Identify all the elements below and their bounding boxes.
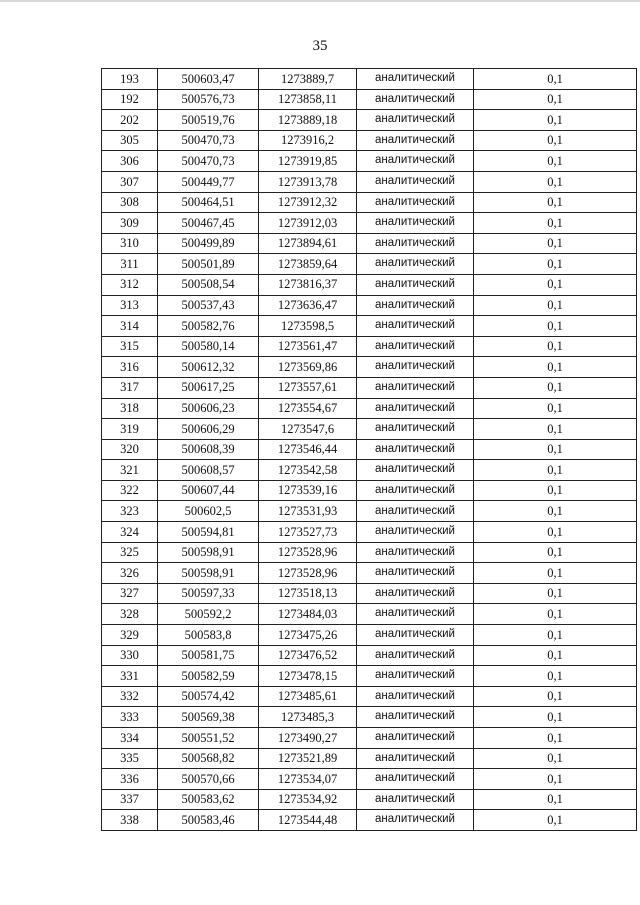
y-coordinate-cell: 1273561,47 <box>259 336 357 357</box>
page-top-edge <box>0 0 640 2</box>
method-cell: аналитический <box>357 728 474 749</box>
y-coordinate-cell: 1273569,86 <box>259 357 357 378</box>
point-number-cell: 193 <box>102 69 158 90</box>
x-coordinate-cell: 500598,91 <box>158 563 259 584</box>
x-coordinate-cell: 500581,75 <box>158 645 259 666</box>
accuracy-cell: 0,1 <box>474 707 637 728</box>
point-number-cell: 333 <box>102 707 158 728</box>
table-row <box>102 357 637 378</box>
method-cell: аналитический <box>357 707 474 728</box>
y-coordinate-cell: 1273598,5 <box>259 316 357 337</box>
x-coordinate-cell: 500606,29 <box>158 419 259 440</box>
method-cell: аналитический <box>357 789 474 810</box>
point-number-cell: 325 <box>102 542 158 563</box>
y-coordinate-cell: 1273539,16 <box>259 480 357 501</box>
table-row <box>102 645 637 666</box>
point-number-cell: 337 <box>102 789 158 810</box>
method-cell: аналитический <box>357 480 474 501</box>
accuracy-cell: 0,1 <box>474 542 637 563</box>
y-coordinate-cell: 1273919,85 <box>259 151 357 172</box>
point-number-cell: 315 <box>102 336 158 357</box>
table-row <box>102 439 637 460</box>
x-coordinate-cell: 500467,45 <box>158 213 259 234</box>
method-cell: аналитический <box>357 460 474 481</box>
x-coordinate-cell: 500508,54 <box>158 274 259 295</box>
table-row <box>102 419 637 440</box>
method-cell: аналитический <box>357 171 474 192</box>
method-cell: аналитический <box>357 295 474 316</box>
point-number-cell: 311 <box>102 254 158 275</box>
point-number-cell: 309 <box>102 213 158 234</box>
y-coordinate-cell: 1273546,44 <box>259 439 357 460</box>
table-row <box>102 542 637 563</box>
accuracy-cell: 0,1 <box>474 316 637 337</box>
accuracy-cell: 0,1 <box>474 522 637 543</box>
method-cell: аналитический <box>357 233 474 254</box>
x-coordinate-cell: 500449,77 <box>158 171 259 192</box>
y-coordinate-cell: 1273528,96 <box>259 542 357 563</box>
x-coordinate-cell: 500603,47 <box>158 69 259 90</box>
x-coordinate-cell: 500574,42 <box>158 686 259 707</box>
accuracy-cell: 0,1 <box>474 460 637 481</box>
point-number-cell: 321 <box>102 460 158 481</box>
table-row <box>102 130 637 151</box>
table-row <box>102 563 637 584</box>
table-row <box>102 789 637 810</box>
x-coordinate-cell: 500612,32 <box>158 357 259 378</box>
accuracy-cell: 0,1 <box>474 419 637 440</box>
method-cell: аналитический <box>357 769 474 790</box>
table-row <box>102 748 637 769</box>
accuracy-cell: 0,1 <box>474 151 637 172</box>
point-number-cell: 316 <box>102 357 158 378</box>
table-row <box>102 274 637 295</box>
x-coordinate-cell: 500598,91 <box>158 542 259 563</box>
accuracy-cell: 0,1 <box>474 583 637 604</box>
accuracy-cell: 0,1 <box>474 130 637 151</box>
table-row <box>102 233 637 254</box>
y-coordinate-cell: 1273531,93 <box>259 501 357 522</box>
method-cell: аналитический <box>357 274 474 295</box>
table-row <box>102 728 637 749</box>
point-number-cell: 314 <box>102 316 158 337</box>
y-coordinate-cell: 1273476,52 <box>259 645 357 666</box>
point-number-cell: 335 <box>102 748 158 769</box>
y-coordinate-cell: 1273527,73 <box>259 522 357 543</box>
accuracy-cell: 0,1 <box>474 398 637 419</box>
x-coordinate-cell: 500499,89 <box>158 233 259 254</box>
method-cell: аналитический <box>357 192 474 213</box>
table-row <box>102 666 637 687</box>
x-coordinate-cell: 500570,66 <box>158 769 259 790</box>
method-cell: аналитический <box>357 439 474 460</box>
accuracy-cell: 0,1 <box>474 769 637 790</box>
y-coordinate-cell: 1273534,07 <box>259 769 357 790</box>
x-coordinate-cell: 500470,73 <box>158 130 259 151</box>
point-number-cell: 312 <box>102 274 158 295</box>
x-coordinate-cell: 500551,52 <box>158 728 259 749</box>
table-row <box>102 583 637 604</box>
y-coordinate-cell: 1273913,78 <box>259 171 357 192</box>
y-coordinate-cell: 1273542,58 <box>259 460 357 481</box>
x-coordinate-cell: 500592,2 <box>158 604 259 625</box>
x-coordinate-cell: 500583,46 <box>158 810 259 831</box>
method-cell: аналитический <box>357 357 474 378</box>
y-coordinate-cell: 1273518,13 <box>259 583 357 604</box>
accuracy-cell: 0,1 <box>474 563 637 584</box>
method-cell: аналитический <box>357 542 474 563</box>
accuracy-cell: 0,1 <box>474 171 637 192</box>
table-row <box>102 295 637 316</box>
x-coordinate-cell: 500594,81 <box>158 522 259 543</box>
point-number-cell: 202 <box>102 110 158 131</box>
point-number-cell: 327 <box>102 583 158 604</box>
accuracy-cell: 0,1 <box>474 110 637 131</box>
point-number-cell: 317 <box>102 377 158 398</box>
table-row <box>102 316 637 337</box>
x-coordinate-cell: 500607,44 <box>158 480 259 501</box>
point-number-cell: 334 <box>102 728 158 749</box>
point-number-cell: 324 <box>102 522 158 543</box>
table-row <box>102 69 637 90</box>
table-row <box>102 89 637 110</box>
point-number-cell: 326 <box>102 563 158 584</box>
table-row <box>102 336 637 357</box>
y-coordinate-cell: 1273528,96 <box>259 563 357 584</box>
method-cell: аналитический <box>357 810 474 831</box>
table-row <box>102 151 637 172</box>
table-row <box>102 769 637 790</box>
x-coordinate-cell: 500569,38 <box>158 707 259 728</box>
table-row <box>102 460 637 481</box>
y-coordinate-cell: 1273858,11 <box>259 89 357 110</box>
x-coordinate-cell: 500464,51 <box>158 192 259 213</box>
table-row <box>102 522 637 543</box>
method-cell: аналитический <box>357 254 474 275</box>
table-row <box>102 110 637 131</box>
point-number-cell: 328 <box>102 604 158 625</box>
method-cell: аналитический <box>357 501 474 522</box>
method-cell: аналитический <box>357 377 474 398</box>
y-coordinate-cell: 1273554,67 <box>259 398 357 419</box>
table-row <box>102 213 637 234</box>
point-number-cell: 331 <box>102 666 158 687</box>
y-coordinate-cell: 1273521,89 <box>259 748 357 769</box>
point-number-cell: 305 <box>102 130 158 151</box>
point-number-cell: 332 <box>102 686 158 707</box>
accuracy-cell: 0,1 <box>474 233 637 254</box>
accuracy-cell: 0,1 <box>474 439 637 460</box>
point-number-cell: 338 <box>102 810 158 831</box>
table-row <box>102 398 637 419</box>
x-coordinate-cell: 500606,23 <box>158 398 259 419</box>
point-number-cell: 322 <box>102 480 158 501</box>
y-coordinate-cell: 1273912,32 <box>259 192 357 213</box>
method-cell: аналитический <box>357 151 474 172</box>
method-cell: аналитический <box>357 89 474 110</box>
y-coordinate-cell: 1273544,48 <box>259 810 357 831</box>
point-number-cell: 306 <box>102 151 158 172</box>
x-coordinate-cell: 500602,5 <box>158 501 259 522</box>
method-cell: аналитический <box>357 645 474 666</box>
accuracy-cell: 0,1 <box>474 480 637 501</box>
accuracy-cell: 0,1 <box>474 645 637 666</box>
accuracy-cell: 0,1 <box>474 213 637 234</box>
y-coordinate-cell: 1273889,18 <box>259 110 357 131</box>
y-coordinate-cell: 1273912,03 <box>259 213 357 234</box>
method-cell: аналитический <box>357 213 474 234</box>
table-row <box>102 480 637 501</box>
method-cell: аналитический <box>357 69 474 90</box>
point-number-cell: 307 <box>102 171 158 192</box>
method-cell: аналитический <box>357 686 474 707</box>
accuracy-cell: 0,1 <box>474 810 637 831</box>
accuracy-cell: 0,1 <box>474 254 637 275</box>
accuracy-cell: 0,1 <box>474 501 637 522</box>
coordinates-table <box>101 68 637 831</box>
accuracy-cell: 0,1 <box>474 336 637 357</box>
method-cell: аналитический <box>357 398 474 419</box>
y-coordinate-cell: 1273484,03 <box>259 604 357 625</box>
table-row <box>102 192 637 213</box>
accuracy-cell: 0,1 <box>474 69 637 90</box>
x-coordinate-cell: 500537,43 <box>158 295 259 316</box>
point-number-cell: 313 <box>102 295 158 316</box>
point-number-cell: 308 <box>102 192 158 213</box>
table-row <box>102 686 637 707</box>
table-row <box>102 625 637 646</box>
method-cell: аналитический <box>357 563 474 584</box>
table-row <box>102 810 637 831</box>
accuracy-cell: 0,1 <box>474 748 637 769</box>
y-coordinate-cell: 1273478,15 <box>259 666 357 687</box>
accuracy-cell: 0,1 <box>474 377 637 398</box>
x-coordinate-cell: 500582,59 <box>158 666 259 687</box>
y-coordinate-cell: 1273916,2 <box>259 130 357 151</box>
y-coordinate-cell: 1273816,37 <box>259 274 357 295</box>
method-cell: аналитический <box>357 522 474 543</box>
method-cell: аналитический <box>357 316 474 337</box>
point-number-cell: 323 <box>102 501 158 522</box>
x-coordinate-cell: 500583,62 <box>158 789 259 810</box>
accuracy-cell: 0,1 <box>474 625 637 646</box>
x-coordinate-cell: 500608,39 <box>158 439 259 460</box>
accuracy-cell: 0,1 <box>474 192 637 213</box>
x-coordinate-cell: 500617,25 <box>158 377 259 398</box>
method-cell: аналитический <box>357 604 474 625</box>
point-number-cell: 192 <box>102 89 158 110</box>
x-coordinate-cell: 500576,73 <box>158 89 259 110</box>
x-coordinate-cell: 500501,89 <box>158 254 259 275</box>
method-cell: аналитический <box>357 130 474 151</box>
accuracy-cell: 0,1 <box>474 666 637 687</box>
y-coordinate-cell: 1273485,61 <box>259 686 357 707</box>
accuracy-cell: 0,1 <box>474 357 637 378</box>
coordinates-table-body <box>102 69 637 831</box>
y-coordinate-cell: 1273894,61 <box>259 233 357 254</box>
y-coordinate-cell: 1273557,61 <box>259 377 357 398</box>
method-cell: аналитический <box>357 336 474 357</box>
x-coordinate-cell: 500519,76 <box>158 110 259 131</box>
point-number-cell: 336 <box>102 769 158 790</box>
table-row <box>102 604 637 625</box>
x-coordinate-cell: 500597,33 <box>158 583 259 604</box>
accuracy-cell: 0,1 <box>474 295 637 316</box>
x-coordinate-cell: 500582,76 <box>158 316 259 337</box>
y-coordinate-cell: 1273547,6 <box>259 419 357 440</box>
method-cell: аналитический <box>357 419 474 440</box>
point-number-cell: 318 <box>102 398 158 419</box>
accuracy-cell: 0,1 <box>474 89 637 110</box>
accuracy-cell: 0,1 <box>474 604 637 625</box>
point-number-cell: 330 <box>102 645 158 666</box>
y-coordinate-cell: 1273534,92 <box>259 789 357 810</box>
table-row <box>102 707 637 728</box>
method-cell: аналитический <box>357 748 474 769</box>
point-number-cell: 320 <box>102 439 158 460</box>
x-coordinate-cell: 500583,8 <box>158 625 259 646</box>
table-row <box>102 501 637 522</box>
table-row <box>102 254 637 275</box>
x-coordinate-cell: 500580,14 <box>158 336 259 357</box>
x-coordinate-cell: 500568,82 <box>158 748 259 769</box>
page-number: 35 <box>312 38 328 54</box>
point-number-cell: 310 <box>102 233 158 254</box>
y-coordinate-cell: 1273636,47 <box>259 295 357 316</box>
y-coordinate-cell: 1273475,26 <box>259 625 357 646</box>
table-row <box>102 377 637 398</box>
method-cell: аналитический <box>357 666 474 687</box>
x-coordinate-cell: 500470,73 <box>158 151 259 172</box>
point-number-cell: 319 <box>102 419 158 440</box>
y-coordinate-cell: 1273889,7 <box>259 69 357 90</box>
y-coordinate-cell: 1273859,64 <box>259 254 357 275</box>
accuracy-cell: 0,1 <box>474 274 637 295</box>
method-cell: аналитический <box>357 625 474 646</box>
accuracy-cell: 0,1 <box>474 728 637 749</box>
x-coordinate-cell: 500608,57 <box>158 460 259 481</box>
table-row <box>102 171 637 192</box>
point-number-cell: 329 <box>102 625 158 646</box>
method-cell: аналитический <box>357 583 474 604</box>
accuracy-cell: 0,1 <box>474 789 637 810</box>
method-cell: аналитический <box>357 110 474 131</box>
y-coordinate-cell: 1273485,3 <box>259 707 357 728</box>
accuracy-cell: 0,1 <box>474 686 637 707</box>
y-coordinate-cell: 1273490,27 <box>259 728 357 749</box>
